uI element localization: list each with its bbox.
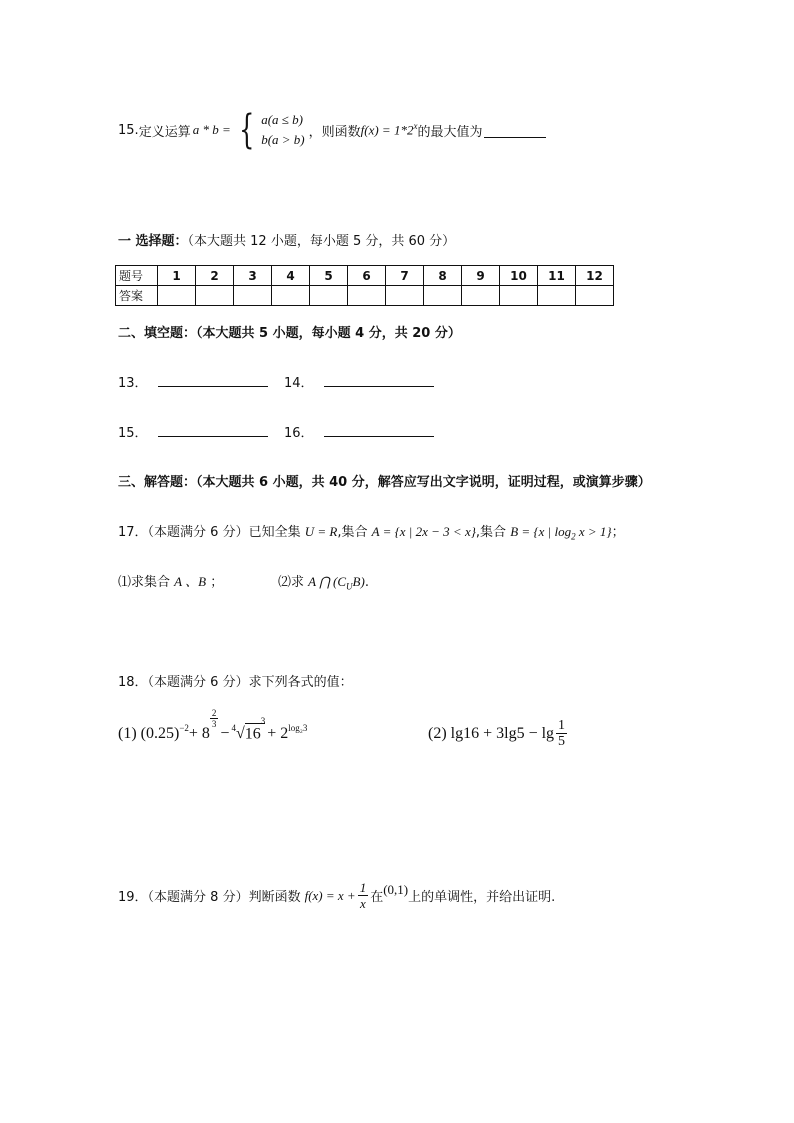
q17-part-2-end: . — [364, 575, 369, 590]
table-cell-number: 2 — [196, 266, 234, 286]
q17-set-a-label: ,集合 — [337, 525, 368, 540]
table-cell-number: 8 — [424, 266, 462, 286]
fill-13-number: 13． — [118, 376, 148, 391]
q18-e1-exp-den: 3 — [211, 719, 217, 729]
q17-part-1: ⑴求集合 — [118, 575, 171, 590]
q15-func-base: f(x) = 1*2 — [360, 122, 414, 138]
table-row-answers — [116, 286, 614, 306]
table-cell-number: 1 — [158, 266, 196, 286]
table-cell-number: 10 — [500, 266, 538, 286]
table-cell-number: 3 — [234, 266, 272, 286]
answer-cell[interactable] — [576, 286, 614, 306]
q18-e1-root-index: 4 — [231, 723, 236, 733]
q18-e1-term-d-exp: log₂3 — [288, 723, 308, 733]
q17-p2-post: B) — [352, 574, 365, 589]
q15-case-1: a(a ≤ b) — [261, 112, 303, 127]
answer-cell[interactable] — [272, 286, 310, 306]
fill-15 — [118, 422, 268, 441]
question-17-part-2 — [278, 571, 369, 592]
section-1-heading — [118, 230, 455, 249]
q17-part-1-end: ； — [210, 575, 224, 590]
q17-part-2: ⑵求 — [278, 575, 305, 590]
answer-cell[interactable] — [462, 286, 500, 306]
q18-e2-fraction — [556, 718, 567, 749]
q18-e2-expr: lg16 + 3lg5 − lg — [450, 724, 555, 742]
q17-universal-set: U = R — [304, 524, 338, 539]
answer-table — [115, 265, 614, 306]
answer-cell[interactable] — [538, 286, 576, 306]
q17-set-b-label: ,集合 — [475, 525, 507, 540]
q18-e1-term-b: + 8 — [188, 725, 210, 742]
table-row-numbers — [116, 266, 614, 286]
answer-cell[interactable] — [386, 286, 424, 306]
q15-text-define: 定义运算 — [138, 124, 191, 140]
answer-cell[interactable] — [424, 286, 462, 306]
table-cell-number: 7 — [386, 266, 424, 286]
q17-set-b — [510, 524, 612, 542]
q19-mid: 在 — [370, 890, 384, 905]
table-cell-number: 11 — [538, 266, 576, 286]
q17-set-a: A = {x | 2x − 3 < x} — [371, 524, 476, 539]
answer-cell[interactable] — [234, 286, 272, 306]
q18-e1-minus: − — [220, 725, 230, 742]
table-label-question-number: 题号 — [116, 266, 158, 286]
q18-e2-label: (2) — [428, 724, 447, 742]
table-cell-number: 9 — [462, 266, 500, 286]
q18-e1-term-a-exp: −2 — [179, 723, 189, 733]
fill-16-blank[interactable] — [324, 436, 434, 437]
q17-part-1-math: A 、B — [174, 574, 207, 589]
q18-expression-2 — [428, 718, 569, 749]
q17-set-b-pre: B = {x | log — [510, 524, 572, 539]
section-2-heading: 二、填空题：（本大题共 5 小题，每小题 4 分，共 20 分） — [118, 326, 461, 341]
question-19 — [118, 880, 555, 911]
q19-end: 上的单调性，并给出证明. — [408, 890, 556, 905]
fill-16-number: 16． — [284, 426, 314, 441]
q18-expression-1 — [118, 708, 308, 743]
q17-set-b-sub: 2 — [571, 531, 576, 542]
fill-14-blank[interactable] — [324, 386, 434, 387]
q15-text-then: ，则函数 — [308, 124, 361, 140]
q17-p2-sub: U — [346, 581, 353, 592]
q15-answer-blank[interactable] — [484, 123, 546, 138]
q17-set-b-post: x > 1} — [575, 524, 612, 539]
q15-number: 15. — [118, 122, 139, 138]
answer-cell[interactable] — [348, 286, 386, 306]
q18-e1-root-exp: 3 — [260, 715, 266, 726]
table-cell-number: 5 — [310, 266, 348, 286]
q17-end: ； — [611, 525, 625, 540]
table-cell-number: 4 — [272, 266, 310, 286]
section-1-note: （本大题共 12 小题，每小题 5 分，共 60 分） — [187, 234, 456, 249]
q19-interval: (0,1) — [383, 881, 409, 897]
fill-14 — [284, 372, 434, 391]
answer-cell[interactable] — [196, 286, 234, 306]
q18-e1-term-a: (0.25) — [140, 725, 180, 742]
q15-case-2: b(a > b) — [261, 132, 305, 147]
q18-e1-term-d: + 2 — [267, 725, 289, 742]
q15-function — [361, 121, 418, 138]
fill-15-blank[interactable] — [158, 436, 268, 437]
q18-e1-term-b-exp — [210, 708, 219, 729]
radical-icon: √ — [235, 725, 245, 742]
q19-fraction — [358, 880, 369, 911]
table-cell-number: 6 — [348, 266, 386, 286]
q15-text-max: 的最大值为 — [417, 124, 483, 140]
q19-function: f(x) = x + — [304, 887, 356, 903]
q19-num: 1 — [359, 880, 367, 895]
q15-piecewise — [231, 107, 305, 153]
question-17 — [118, 521, 625, 542]
section-1-title: 一 选择题： — [118, 234, 188, 249]
q18-e1-label: (1) — [118, 725, 137, 742]
fill-16 — [284, 422, 434, 441]
q19-den: x — [360, 896, 366, 911]
answer-cell[interactable] — [500, 286, 538, 306]
question-18: 18．（本题满分 6 分）求下列各式的值： — [118, 675, 353, 690]
fill-13 — [118, 372, 268, 391]
section-3-heading: 三、解答题：（本大题共 6 小题，共 40 分，解答应写出文字说明，证明过程，或演算步骤） — [118, 475, 651, 490]
table-label-answer: 答案 — [116, 286, 158, 306]
answer-cell[interactable] — [310, 286, 348, 306]
q18-e1-root-base: 16 — [244, 725, 261, 742]
q17-p2-pre: A ⋂ (C — [308, 574, 347, 589]
q15-func-exp: x — [413, 121, 418, 132]
question-17-parts — [118, 571, 223, 590]
answer-cell[interactable] — [158, 286, 196, 306]
q18-e1-root-body — [244, 715, 266, 743]
fill-14-number: 14． — [284, 376, 314, 391]
table-cell-number: 12 — [576, 266, 614, 286]
q18-e2-num: 1 — [558, 718, 566, 733]
q15-lhs: a * b = — [192, 122, 231, 137]
brace-icon: { — [238, 107, 255, 153]
q18-e1-exp-num: 2 — [211, 708, 217, 718]
q17-part-2-math — [308, 574, 365, 592]
q19-intro: 19．（本题满分 8 分）判断函数 — [118, 890, 301, 905]
q18-e2-den: 5 — [558, 734, 566, 749]
fill-15-number: 15． — [118, 426, 148, 441]
fill-13-blank[interactable] — [158, 386, 268, 387]
q17-intro: 17．（本题满分 6 分）已知全集 — [118, 525, 301, 540]
question-15 — [118, 108, 546, 152]
